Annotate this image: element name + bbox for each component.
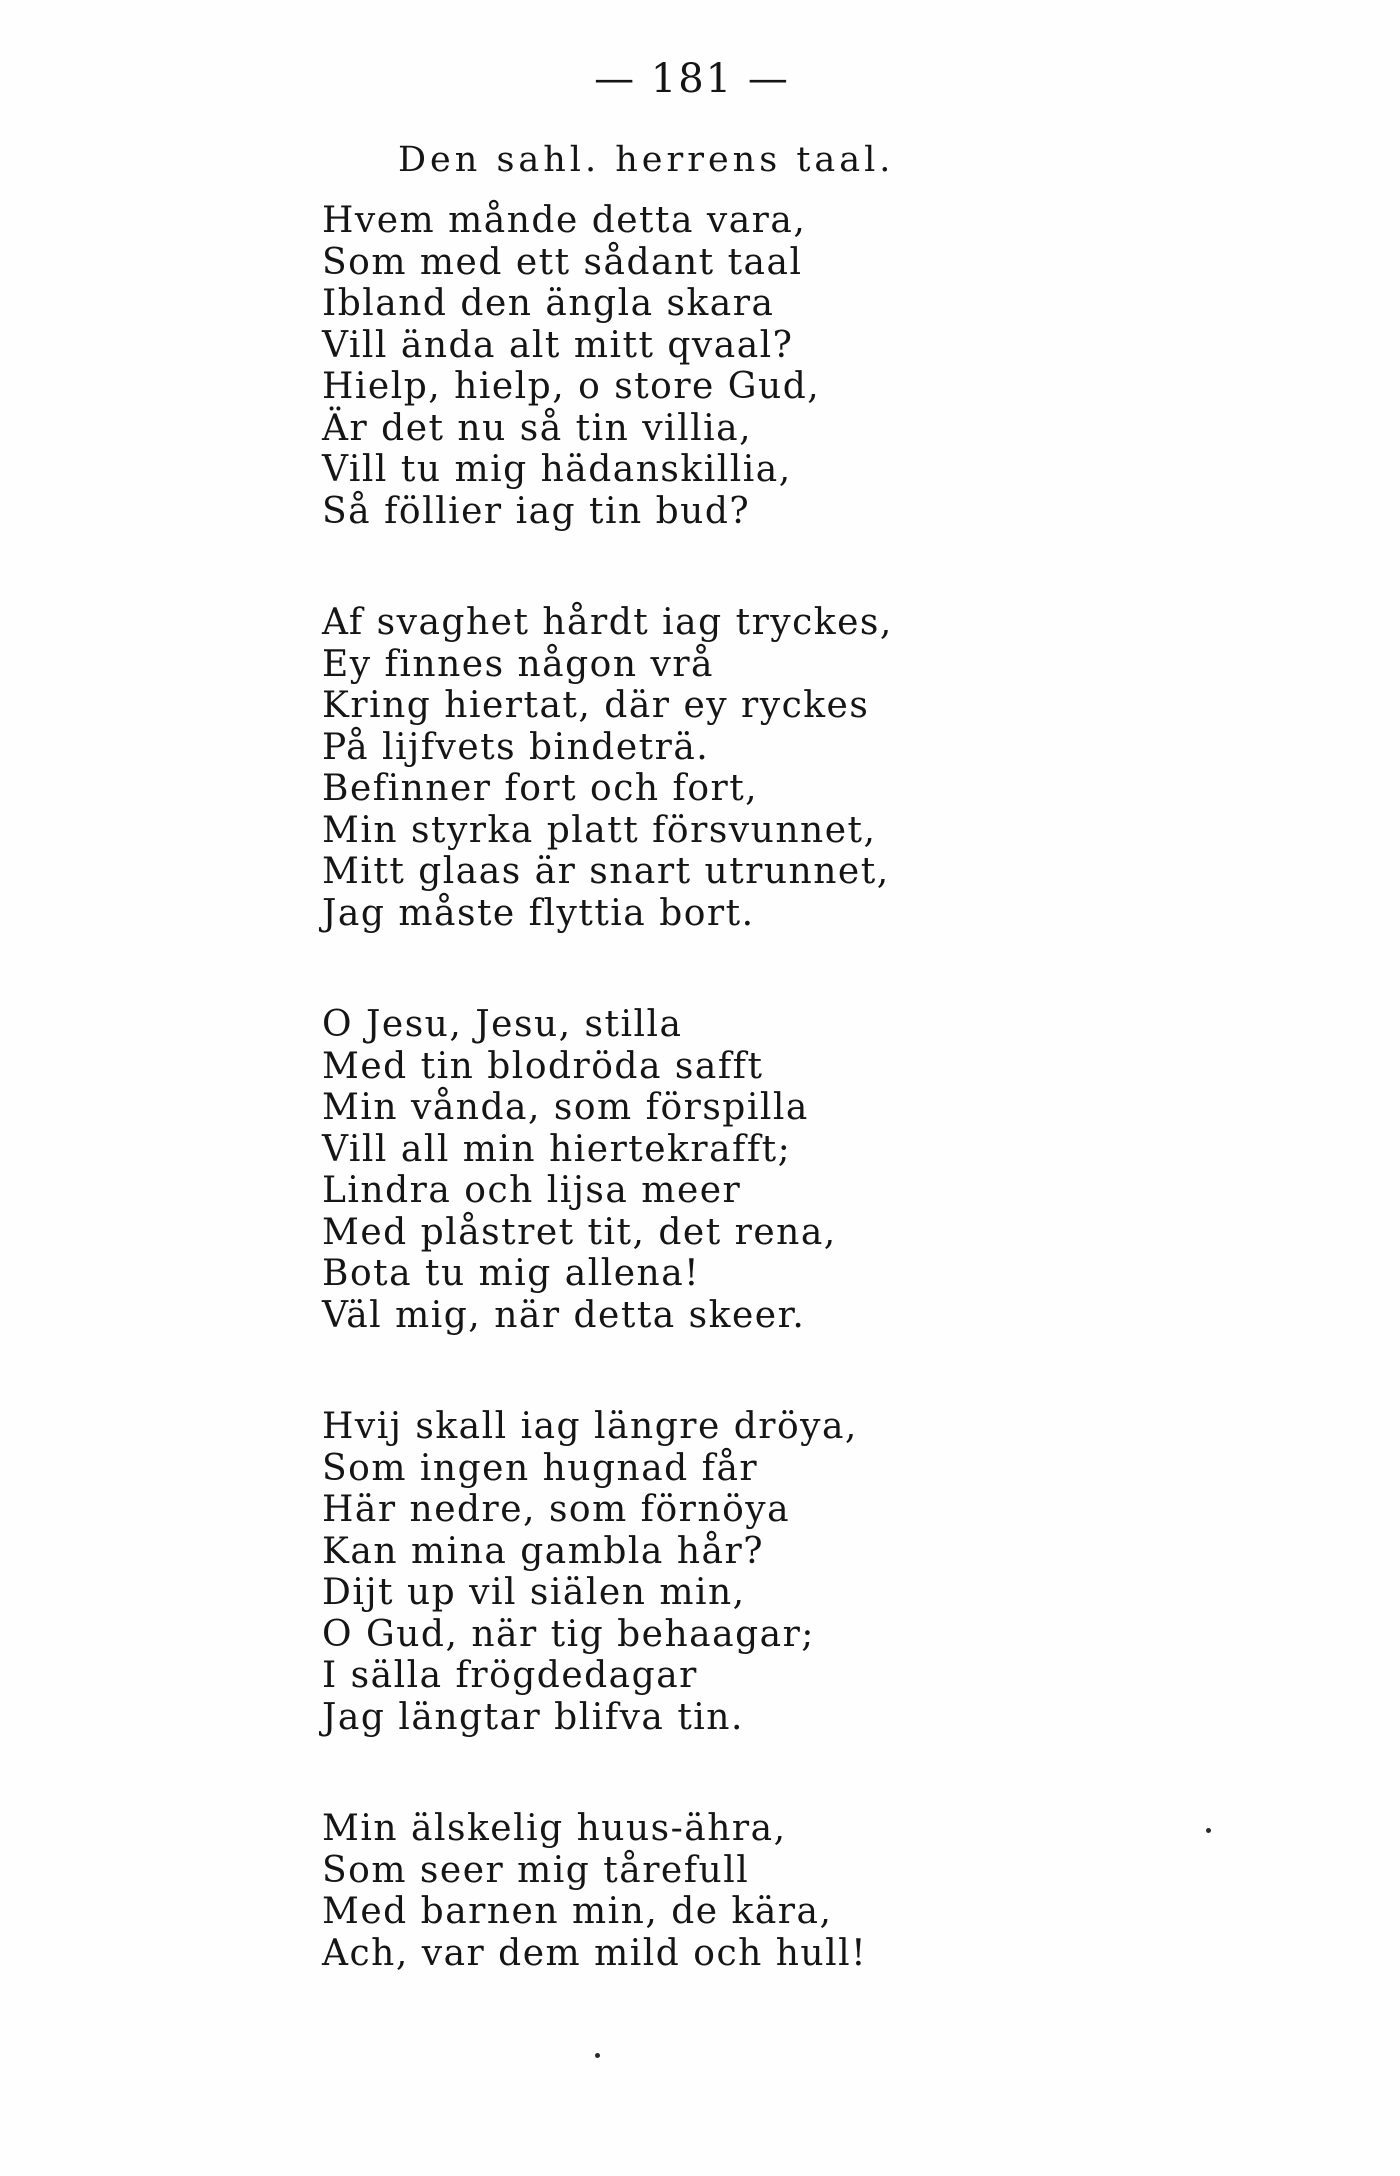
stanza-5 [322,1808,1282,1974]
stanza-2 [322,602,1282,934]
verse-line: Väl mig, när detta skeer. [322,1294,806,1336]
verse-line: Hvij skall iag längre dröya, [322,1406,858,1447]
verse-line: Som ingen hugnad får [322,1447,759,1489]
print-speck [595,2053,600,2058]
verse-line: Min styrka platt försvunnet, [322,809,877,851]
verse-line: Ach, var dem mild och hull! [322,1932,868,1974]
verse-line: Min älskelig huus-ähra, [322,1808,787,1849]
poem [322,200,1282,2044]
verse-line: Kring hiertat, där ey ryckes [322,685,870,726]
verse-line: O Jesu, Jesu, stilla [322,1004,683,1045]
verse-line: Så föllier iag tin bud? [322,490,751,532]
stanza-1 [322,200,1282,532]
verse-line: Ibland den ängla skara [322,283,775,324]
verse-line: Vill ända alt mitt qvaal? [322,324,794,366]
verse-line: Lindra och lijsa meer [322,1170,742,1211]
verse-line: Mitt glaas är snart utrunnet, [322,851,890,892]
verse-line: O Gud, när tig behaagar; [322,1613,815,1655]
verse-line: Hvem månde detta vara, [322,200,807,241]
verse-line: Kan mina gambla hår? [322,1530,764,1572]
page-number: — 181 — [594,56,790,102]
verse-line: Som seer mig tårefull [322,1849,750,1891]
verse-line: Vill all min hiertekrafft; [322,1128,792,1170]
verse-line: Är det nu så tin villia, [322,407,753,449]
verse-line: Med plåstret tit, det rena, [322,1211,837,1253]
verse-line: Befinner fort och fort, [322,768,759,809]
verse-line: Med tin blodröda safft [322,1045,764,1087]
poem-title: Den sahl. herrens taal. [398,140,895,180]
verse-line: På lijfvets bindeträ. [322,726,710,768]
verse-line: Med barnen min, de kära, [322,1891,833,1932]
verse-line: Här nedre, som förnöya [322,1489,791,1530]
stanza-4 [322,1406,1282,1738]
verse-line: Vill tu mig hädanskillia, [322,449,792,490]
print-speck [1206,1828,1211,1833]
verse-line: Hielp, hielp, o store Gud, [322,366,821,407]
verse-line: Jag längtar blifva tin. [322,1696,744,1738]
verse-line: Dijt up vil siälen min, [322,1572,746,1613]
verse-line: Jag måste flyttia bort. [322,892,755,934]
verse-line: Som med ett sådant taal [322,241,803,283]
verse-line: I sälla frögdedagar [322,1655,698,1696]
verse-line: Ey finnes någon vrå [322,643,714,685]
stanza-3 [322,1004,1282,1336]
verse-line: Af svaghet hårdt iag tryckes, [322,602,893,643]
verse-line: Min vånda, som förspilla [322,1087,809,1128]
verse-line: Bota tu mig allena! [322,1253,701,1294]
